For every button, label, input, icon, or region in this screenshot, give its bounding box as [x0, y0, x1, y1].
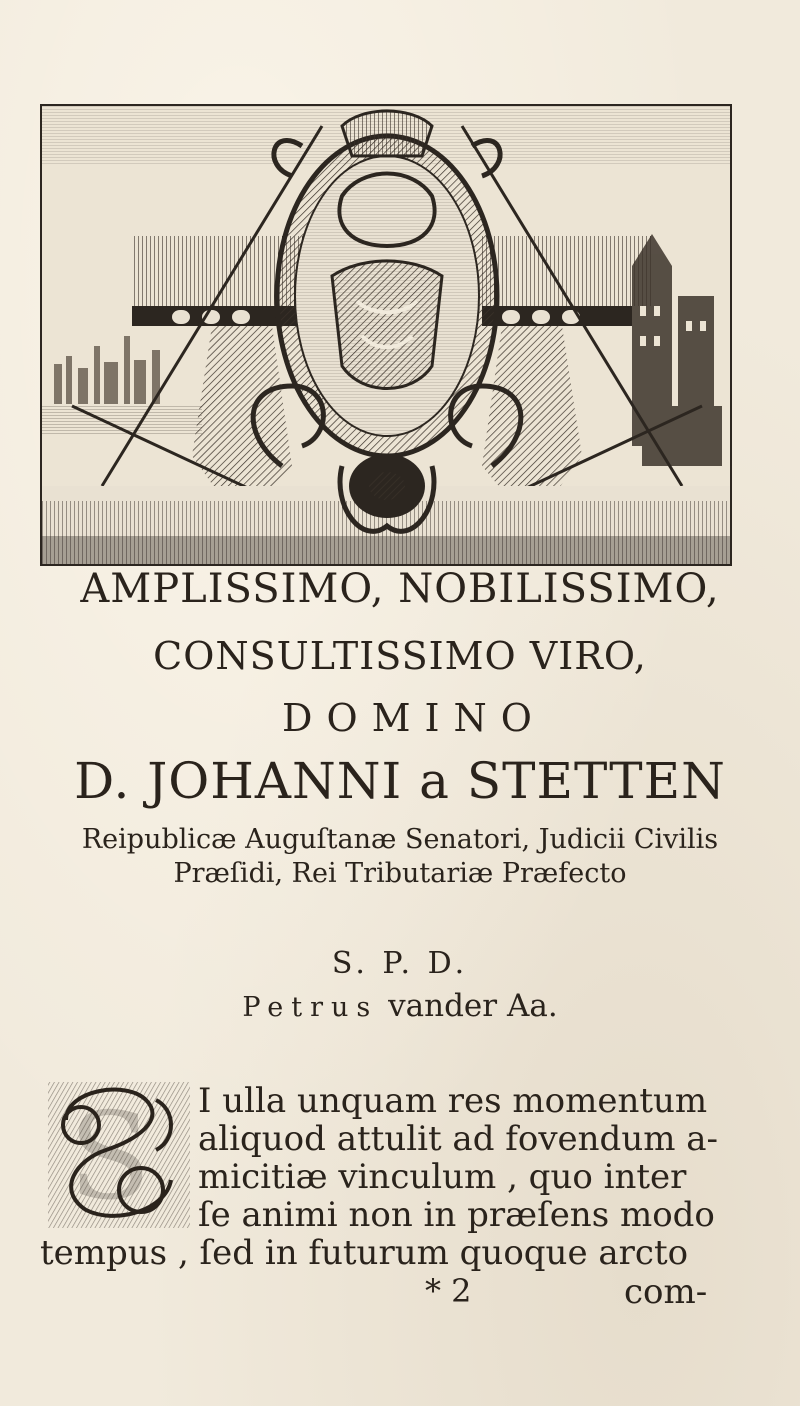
initial-ornament-icon	[46, 1080, 192, 1230]
coat-of-arms-engraving	[40, 104, 732, 566]
body-line-5: tempus , ſed in futurum quoque arcto	[40, 1233, 689, 1273]
catchword: com-	[624, 1272, 708, 1312]
initial-letter: S	[68, 1088, 152, 1227]
dedication-line-1: AMPLISSIMO, NOBILISSIMO,	[80, 566, 720, 612]
dedicatee-office-1: Reipublicæ Auguſtanæ Senatori, Judicii Civilis	[81, 824, 719, 855]
body-line-1: I ulla unquam res momentum	[198, 1081, 708, 1121]
author-first-name: Petrus	[242, 992, 379, 1023]
body-line-3: micitiæ vinculum , quo inter	[198, 1157, 687, 1197]
body-line-2: aliquod attulit ad fovendum a-	[198, 1119, 719, 1159]
author-line	[0, 988, 800, 1024]
dedicatee-name: D. JOHANNI a STETTEN	[74, 752, 726, 810]
engraving-illustration	[42, 106, 730, 564]
author-surname: vander Aa.	[388, 988, 558, 1024]
dedication-line-2: CONSULTISSIMO VIRO,	[153, 634, 647, 678]
salutation-spd: S. P. D.	[331, 946, 469, 981]
dedication-line-3: DOMINO	[282, 696, 546, 740]
decorated-initial	[46, 1080, 192, 1230]
dedicatee-office-2: Præſidi, Rei Tributariæ Præfecto	[173, 858, 627, 889]
body-line-4: ſe animi non in præſens modo	[198, 1195, 715, 1235]
signature-mark: * 2	[425, 1272, 472, 1310]
